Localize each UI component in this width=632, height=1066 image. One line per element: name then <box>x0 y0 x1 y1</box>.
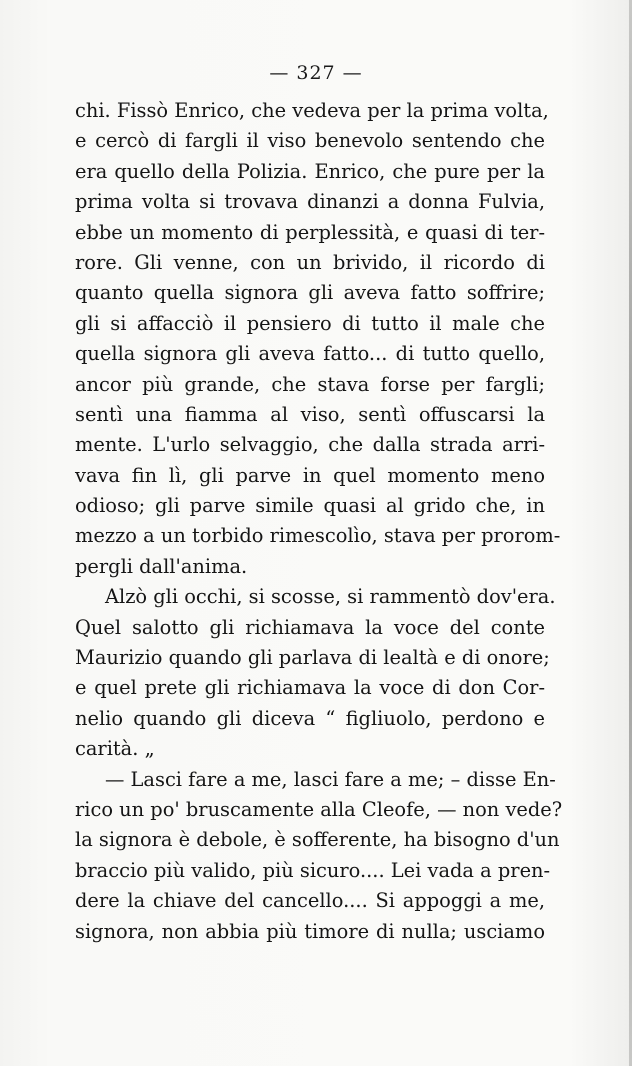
text-line: nelio quando gli diceva “ figliuolo, perdono e <box>75 706 545 730</box>
page-number: — 327 — <box>269 62 363 84</box>
text-line: odioso; gli parve simile quasi al grido che, in <box>75 494 545 518</box>
text-line: carità. „ <box>75 737 155 761</box>
text-line: Quel salotto gli richiamava la voce del conte <box>75 615 545 639</box>
text-line: quanto quella signora gli aveva fatto soffrire; <box>75 281 545 305</box>
text-line: e cercò di fargli il viso benevolo sentendo che <box>75 129 545 153</box>
text-line: ancor più grande, che stava forse per fargli; <box>75 372 545 396</box>
text-line: la signora è debole, è sofferente, ha bisogno d'un <box>75 828 560 852</box>
text-line: sentì una fiamma al viso, sentì offuscarsi la <box>75 402 545 426</box>
text-line: dere la chiave del cancello.... Si appoggi a me, <box>75 889 545 913</box>
text-line: prima volta si trovava dinanzi a donna Fulvia, <box>75 190 545 214</box>
text-line: signora, non abbia più timore di nulla; usciamo <box>75 919 545 943</box>
text-line: rore. Gli venne, con un brivido, il ricordo di <box>75 250 545 274</box>
text-line: era quello della Polizia. Enrico, che pure per la <box>75 159 545 183</box>
text-line: gli si affacciò il pensiero di tutto il male che <box>75 311 545 335</box>
text-line: mente. L'urlo selvaggio, che dalla strada arri- <box>75 433 545 457</box>
text-line: vava fin lì, gli parve in quel momento meno <box>75 463 545 487</box>
text-line: braccio più valido, più sicuro.... Lei vada a pren- <box>75 858 551 882</box>
text-line: rico un po' bruscamente alla Cleofe, — non vede? <box>75 797 563 821</box>
text-line: chi. Fissò Enrico, che vedeva per la prima volta, <box>75 99 549 122</box>
text-line: mezzo a un torbido rimescolìo, stava per prorom- <box>75 524 561 548</box>
text-line: — Lasci fare a me, lasci fare a me; – disse En- <box>105 767 556 791</box>
text-line: ebbe un momento di perplessità, e quasi di ter- <box>75 220 545 244</box>
text-line: pergli dall'anima. <box>75 554 248 578</box>
text-line: Alzò gli occhi, si scosse, si rammentò dov'era. <box>105 585 556 609</box>
text-line: e quel prete gli richiamava la voce di don Cor- <box>75 676 545 700</box>
body-text <box>75 96 563 947</box>
text-line: Maurizio quando gli parlava di lealtà e di onore; <box>75 646 550 670</box>
text-line: quella signora gli aveva fatto... di tutto quello, <box>75 342 545 366</box>
